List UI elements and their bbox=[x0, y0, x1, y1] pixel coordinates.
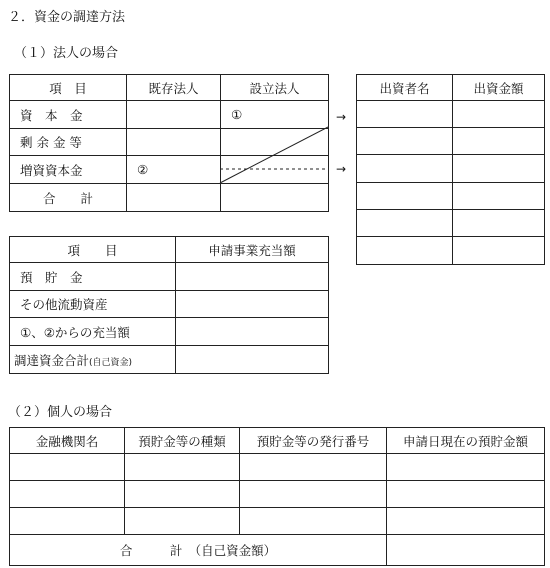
arrow-right-icon: → bbox=[336, 110, 347, 124]
row-label-total: 合 計 bbox=[10, 184, 127, 212]
header-deposit-balance: 申請日現在の預貯金額 bbox=[387, 428, 545, 454]
cell-investor-name[interactable] bbox=[357, 128, 453, 155]
cell-investment-amount[interactable] bbox=[453, 210, 545, 237]
cell-capital-existing[interactable] bbox=[127, 101, 221, 129]
cell-other-assets-amount[interactable] bbox=[176, 291, 329, 318]
subsection-title-corporate: （１）法人の場合 bbox=[14, 46, 119, 61]
row-label-surplus: 剰 余 金 等 bbox=[10, 129, 127, 156]
cell-investment-amount[interactable] bbox=[453, 128, 545, 155]
cell-deposit-balance[interactable] bbox=[387, 481, 545, 508]
cell-bank-name[interactable] bbox=[10, 454, 125, 481]
header-existing-corp: 既存法人 bbox=[127, 75, 221, 101]
cell-investor-name[interactable] bbox=[357, 183, 453, 210]
cell-increase-new[interactable] bbox=[221, 156, 329, 184]
row-label-capital: 資 本 金 bbox=[10, 101, 127, 129]
header-deposit-number: 預貯金等の発行番号 bbox=[240, 428, 387, 454]
cell-capital-new[interactable]: ① bbox=[221, 101, 329, 129]
row-label-total-self-funds: 合 計 （自己資金額） bbox=[10, 535, 387, 566]
header-investor-name: 出資者名 bbox=[357, 75, 453, 101]
row-label-allocation-from-1-2: ①、②からの充当額 bbox=[10, 318, 176, 346]
header-new-corp: 設立法人 bbox=[221, 75, 329, 101]
cell-deposit-number[interactable] bbox=[240, 454, 387, 481]
arrow-right-icon: → bbox=[336, 162, 347, 176]
self-funds-note: (自己資金) bbox=[89, 357, 133, 368]
cell-total-existing[interactable] bbox=[127, 184, 221, 212]
cell-surplus-new[interactable] bbox=[221, 129, 329, 156]
header-allocation-amount: 申請事業充当額 bbox=[176, 237, 329, 263]
cell-investment-amount[interactable] bbox=[453, 183, 545, 210]
cell-deposit-type[interactable] bbox=[125, 454, 240, 481]
header-deposit-type: 預貯金等の種類 bbox=[125, 428, 240, 454]
cell-savings-amount[interactable] bbox=[176, 263, 329, 291]
cell-deposit-number[interactable] bbox=[240, 508, 387, 535]
row-label-total-funds bbox=[10, 346, 176, 374]
cell-deposit-balance[interactable] bbox=[387, 508, 545, 535]
row-label-capital-increase: 増資資本金 bbox=[10, 156, 127, 184]
cell-total-funds-amount[interactable] bbox=[176, 346, 329, 374]
cell-investor-name[interactable] bbox=[357, 101, 453, 128]
cell-total-new[interactable] bbox=[221, 184, 329, 212]
cell-increase-existing[interactable]: ② bbox=[127, 156, 221, 184]
row-label-other-current-assets: その他流動資産 bbox=[10, 291, 176, 318]
fund-allocation-table bbox=[9, 236, 329, 374]
cell-bank-name[interactable] bbox=[10, 508, 125, 535]
section-title: ２．資金の調達方法 bbox=[8, 10, 126, 25]
total-funds-label: 調達資金合計 bbox=[14, 352, 90, 368]
cell-investment-amount[interactable] bbox=[453, 155, 545, 183]
header-investment-amount: 出資金額 bbox=[453, 75, 545, 101]
header-item: 項 目 bbox=[10, 75, 127, 101]
header-item: 項 目 bbox=[10, 237, 176, 263]
corporate-capital-table bbox=[9, 74, 329, 212]
cell-investor-name[interactable] bbox=[357, 210, 453, 237]
cell-allocation-1-2-amount[interactable] bbox=[176, 318, 329, 346]
cell-surplus-existing[interactable] bbox=[127, 129, 221, 156]
cell-total-self-funds[interactable] bbox=[387, 535, 545, 566]
cell-deposit-type[interactable] bbox=[125, 481, 240, 508]
subsection-title-individual: （２）個人の場合 bbox=[8, 405, 113, 420]
cell-bank-name[interactable] bbox=[10, 481, 125, 508]
cell-investment-amount[interactable] bbox=[453, 101, 545, 128]
cell-investment-amount[interactable] bbox=[453, 237, 545, 265]
cell-deposit-type[interactable] bbox=[125, 508, 240, 535]
investors-table bbox=[356, 74, 545, 265]
individual-savings-table bbox=[9, 427, 545, 566]
cell-investor-name[interactable] bbox=[357, 155, 453, 183]
cell-deposit-balance[interactable] bbox=[387, 454, 545, 481]
header-bank-name: 金融機関名 bbox=[10, 428, 125, 454]
row-label-savings: 預 貯 金 bbox=[10, 263, 176, 291]
cell-deposit-number[interactable] bbox=[240, 481, 387, 508]
cell-investor-name[interactable] bbox=[357, 237, 453, 265]
